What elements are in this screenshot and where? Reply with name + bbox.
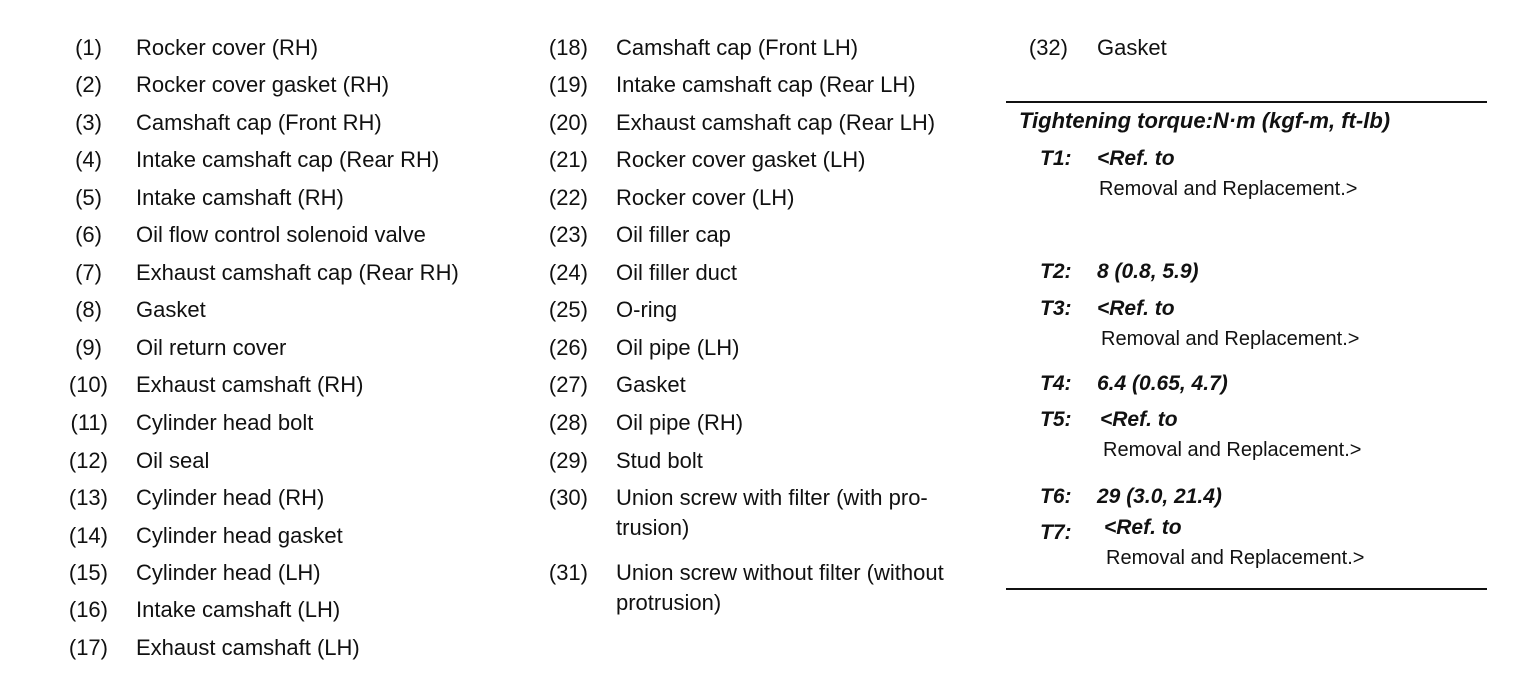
item-number: (26) bbox=[548, 335, 588, 360]
item-number: (13) bbox=[68, 485, 108, 510]
item-label: Cylinder head gasket bbox=[136, 523, 343, 548]
torque-code: T6: bbox=[1040, 485, 1072, 508]
item-number: (9) bbox=[75, 335, 102, 360]
item-label: Union screw without filter (without protrusion) bbox=[616, 560, 944, 615]
item-number: (18) bbox=[548, 35, 588, 60]
item-label: Gasket bbox=[1097, 35, 1167, 60]
item-label: Exhaust camshaft cap (Rear RH) bbox=[136, 260, 459, 285]
item-label: Intake camshaft cap (Rear RH) bbox=[136, 147, 440, 172]
torque-reference: Removal and Replacement.> bbox=[1106, 547, 1365, 569]
item-number: (21) bbox=[548, 147, 588, 172]
torque-value: <Ref. to bbox=[1097, 147, 1175, 170]
item-number: (8) bbox=[75, 297, 102, 322]
table-top-rule bbox=[1006, 101, 1487, 103]
item-label: Union screw with filter (with pro-trusion) bbox=[616, 485, 928, 540]
torque-reference: Removal and Replacement.> bbox=[1099, 178, 1358, 200]
torque-value: <Ref. to bbox=[1100, 408, 1178, 431]
item-label: Oil pipe (LH) bbox=[616, 335, 740, 360]
item-label: Camshaft cap (Front LH) bbox=[616, 35, 859, 60]
item-number: (14) bbox=[68, 523, 108, 548]
item-label: Cylinder head (LH) bbox=[136, 560, 321, 585]
item-number: (7) bbox=[75, 260, 102, 285]
item-label: Oil pipe (RH) bbox=[616, 410, 744, 435]
item-number: (12) bbox=[68, 448, 108, 473]
item-number: (32) bbox=[1028, 35, 1068, 60]
torque-value: <Ref. to bbox=[1097, 297, 1175, 320]
torque-reference: Removal and Replacement.> bbox=[1101, 328, 1360, 350]
item-number: (11) bbox=[70, 410, 108, 435]
torque-code: T4: bbox=[1040, 372, 1072, 395]
item-label: Cylinder head (RH) bbox=[136, 485, 325, 510]
item-label: Oil flow control solenoid valve bbox=[136, 222, 426, 247]
item-label: Rocker cover gasket (RH) bbox=[136, 72, 390, 97]
item-number: (1) bbox=[75, 35, 102, 60]
torque-value: 6.4 (0.65, 4.7) bbox=[1097, 372, 1228, 395]
item-number: (20) bbox=[548, 110, 588, 135]
item-number: (16) bbox=[68, 597, 108, 622]
item-number: (30) bbox=[548, 485, 588, 510]
item-number: (5) bbox=[75, 185, 102, 210]
table-bottom-rule bbox=[1006, 588, 1487, 590]
item-label: Exhaust camshaft cap (Rear LH) bbox=[616, 110, 936, 135]
item-number: (23) bbox=[548, 222, 588, 247]
item-label: Rocker cover (RH) bbox=[136, 35, 319, 60]
item-label: Stud bolt bbox=[616, 448, 703, 473]
item-label: Gasket bbox=[616, 372, 686, 397]
item-label: O-ring bbox=[616, 297, 678, 322]
item-label: Intake camshaft cap (Rear LH) bbox=[616, 72, 916, 97]
item-label: Cylinder head bolt bbox=[136, 410, 314, 435]
item-number: (25) bbox=[548, 297, 588, 322]
item-label: Oil filler cap bbox=[616, 222, 731, 247]
item-label: Rocker cover (LH) bbox=[616, 185, 795, 210]
item-label: Exhaust camshaft (LH) bbox=[136, 635, 360, 660]
item-label: Exhaust camshaft (RH) bbox=[136, 372, 364, 397]
item-number: (31) bbox=[548, 560, 588, 585]
item-number: (10) bbox=[68, 372, 108, 397]
item-label: Camshaft cap (Front RH) bbox=[136, 110, 382, 135]
torque-reference: Removal and Replacement.> bbox=[1103, 439, 1362, 461]
torque-value: 29 (3.0, 21.4) bbox=[1097, 485, 1222, 508]
item-label: Oil seal bbox=[136, 448, 210, 473]
item-number: (19) bbox=[548, 72, 588, 97]
item-number: (2) bbox=[75, 72, 102, 97]
torque-code: T3: bbox=[1040, 297, 1072, 320]
item-number: (22) bbox=[548, 185, 588, 210]
torque-value: 8 (0.8, 5.9) bbox=[1097, 260, 1199, 283]
item-label: Rocker cover gasket (LH) bbox=[616, 147, 866, 172]
torque-code: T2: bbox=[1040, 260, 1072, 283]
item-number: (24) bbox=[548, 260, 588, 285]
torque-code: T7: bbox=[1040, 521, 1072, 544]
item-number: (17) bbox=[68, 635, 108, 660]
torque-heading: Tightening torque:N·m (kgf-m, ft-lb) bbox=[1019, 108, 1391, 133]
item-label: Gasket bbox=[136, 297, 206, 322]
item-label: Oil filler duct bbox=[616, 260, 738, 285]
torque-code: T1: bbox=[1040, 147, 1072, 170]
item-number: (4) bbox=[75, 147, 102, 172]
item-number: (28) bbox=[548, 410, 588, 435]
item-label: Intake camshaft (LH) bbox=[136, 597, 341, 622]
item-number: (29) bbox=[548, 448, 588, 473]
item-number: (15) bbox=[68, 560, 108, 585]
item-number: (27) bbox=[548, 372, 588, 397]
item-number: (3) bbox=[75, 110, 102, 135]
item-label: Intake camshaft (RH) bbox=[136, 185, 344, 210]
item-label: Oil return cover bbox=[136, 335, 287, 360]
item-number: (6) bbox=[75, 222, 102, 247]
torque-value: <Ref. to bbox=[1104, 516, 1182, 539]
torque-code: T5: bbox=[1040, 408, 1072, 431]
